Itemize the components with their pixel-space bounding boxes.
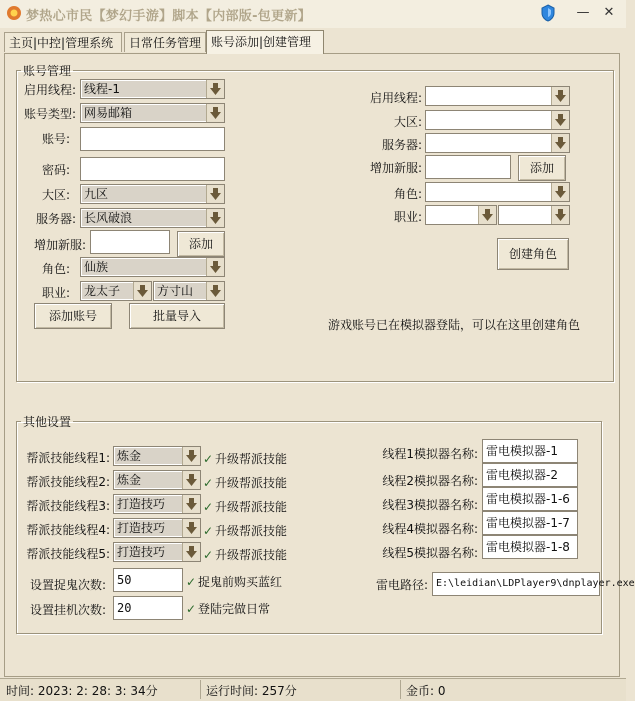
dropdown-arrow-icon[interactable] (206, 104, 224, 122)
guild-skill-select-4[interactable] (113, 518, 201, 538)
dropdown-arrow-icon[interactable] (551, 111, 569, 129)
status-gold: 金币: 0 (406, 684, 446, 698)
guild-skill-select-3[interactable] (113, 494, 201, 514)
dropdown-arrow-icon[interactable] (182, 495, 200, 513)
job-value-1: 龙太子 (82, 283, 133, 299)
right-job-select-1[interactable] (425, 205, 497, 225)
guild-skill-value-1: 炼金 (115, 448, 182, 464)
dropdown-arrow-icon[interactable] (206, 80, 224, 98)
login-hint-text: 游戏账号已在模拟器登陆，可以在这里创建角色 (328, 318, 581, 332)
dropdown-arrow-icon[interactable] (206, 185, 224, 203)
guild-skill-label-5: 帮派技能线程5: (26, 547, 110, 561)
server-value: 长风破浪 (82, 210, 206, 226)
job-label: 职业: (41, 286, 70, 300)
role-value: 仙族 (82, 259, 206, 275)
dropdown-arrow-icon[interactable] (551, 206, 569, 224)
guild-skill-value-4: 打造技巧 (115, 520, 182, 536)
guild-skill-select-2[interactable] (113, 470, 201, 490)
right-job-label: 职业: (393, 210, 422, 224)
guild-skill-label-4: 帮派技能线程4: (26, 523, 110, 537)
emulator-name-input-4[interactable]: 雷电模拟器-1-7 (482, 511, 578, 535)
daily-after-login-check[interactable] (186, 600, 270, 617)
dropdown-arrow-icon[interactable] (478, 206, 496, 224)
checkmark-icon: ✓ (203, 524, 214, 538)
hang-count-input[interactable]: 20 (113, 596, 183, 620)
guild-skill-check-label-1: 升级帮派技能 (215, 452, 288, 466)
right-region-select[interactable] (425, 110, 570, 130)
right-region-label: 大区: (393, 115, 422, 129)
guild-skill-check-2[interactable] (203, 474, 287, 491)
right-role-value (427, 184, 551, 200)
status-time: 时间: 2023: 2: 28: 3: 34分 (6, 684, 158, 698)
create-role-button[interactable]: 创建角色 (497, 238, 569, 270)
guild-skill-value-5: 打造技巧 (115, 544, 182, 560)
app-icon (6, 5, 22, 21)
account-mgmt-legend: 账号管理 (23, 64, 72, 78)
emulator-name-label-5: 线程5模拟器名称: (382, 546, 478, 560)
shield-icon[interactable] (540, 4, 556, 22)
add-server-label: 增加新服: (33, 238, 86, 252)
dropdown-arrow-icon[interactable] (206, 282, 224, 300)
guild-skill-check-label-2: 升级帮派技能 (215, 476, 288, 490)
account-type-label: 账号类型: (23, 107, 76, 121)
emulator-name-input-1[interactable]: 雷电模拟器-1 (482, 439, 578, 463)
right-server-value (427, 135, 551, 151)
region-value: 九区 (82, 186, 206, 202)
dropdown-arrow-icon[interactable] (551, 183, 569, 201)
checkmark-icon: ✓ (186, 602, 197, 616)
checkmark-icon: ✓ (203, 500, 214, 514)
guild-skill-label-2: 帮派技能线程2: (26, 475, 110, 489)
right-job-value-2 (500, 207, 551, 223)
checkmark-icon: ✓ (203, 548, 214, 562)
emulator-name-input-2[interactable]: 雷电模拟器-2 (482, 463, 578, 487)
guild-skill-check-4[interactable] (203, 522, 287, 539)
right-add-server-button[interactable]: 添加 (518, 155, 566, 181)
ghost-count-input[interactable]: 50 (113, 568, 183, 592)
guild-skill-value-3: 打造技巧 (115, 496, 182, 512)
right-thread-label: 启用线程: (369, 91, 422, 105)
account-input[interactable] (80, 127, 225, 151)
emulator-name-input-3[interactable]: 雷电模拟器-1-6 (482, 487, 578, 511)
guild-skill-select-1[interactable] (113, 446, 201, 466)
right-job-value-1 (427, 207, 478, 223)
status-bar (0, 678, 626, 701)
status-divider (400, 680, 401, 699)
dropdown-arrow-icon[interactable] (182, 471, 200, 489)
server-select[interactable] (80, 208, 225, 228)
account-type-select[interactable] (80, 103, 225, 123)
account-type-value: 网易邮箱 (82, 105, 206, 121)
dropdown-arrow-icon[interactable] (551, 134, 569, 152)
emulator-name-label-1: 线程1模拟器名称: (382, 447, 478, 461)
tab-daily-tasks[interactable]: 日常任务管理 (124, 32, 206, 52)
checkmark-icon: ✓ (203, 452, 214, 466)
account-label: 账号: (41, 132, 70, 146)
right-role-label: 角色: (393, 187, 422, 201)
thread-select-value: 线程-1 (82, 81, 206, 97)
emulator-name-label-4: 线程4模拟器名称: (382, 522, 478, 536)
right-role-select[interactable] (425, 182, 570, 202)
thread-select[interactable] (80, 79, 225, 99)
tab-account-add[interactable]: 账号添加|创建管理 (206, 30, 324, 54)
ghost-buy-check[interactable] (186, 573, 282, 590)
add-server-button[interactable]: 添加 (177, 231, 225, 257)
password-label: 密码: (41, 163, 70, 177)
right-thread-value (427, 88, 551, 104)
guild-skill-check-label-3: 升级帮派技能 (215, 500, 288, 514)
region-label: 大区: (41, 188, 70, 202)
role-select[interactable] (80, 257, 225, 277)
dropdown-arrow-icon[interactable] (206, 209, 224, 227)
right-server-select[interactable] (425, 133, 570, 153)
right-job-select-2[interactable] (498, 205, 570, 225)
dropdown-arrow-icon[interactable] (182, 447, 200, 465)
title-bar (0, 0, 626, 28)
guild-skill-check-label-5: 升级帮派技能 (215, 548, 288, 562)
emulator-name-label-3: 线程3模拟器名称: (382, 498, 478, 512)
guild-skill-check-3[interactable] (203, 498, 287, 515)
dropdown-arrow-icon[interactable] (182, 543, 200, 561)
status-divider (200, 680, 201, 699)
emulator-name-label-2: 线程2模拟器名称: (382, 474, 478, 488)
job-select-2[interactable] (153, 281, 225, 301)
thread-label: 启用线程: (23, 83, 76, 97)
right-add-server-input[interactable] (425, 155, 511, 179)
status-run-time: 运行时间: 257分 (206, 684, 297, 698)
add-server-input[interactable] (90, 230, 170, 254)
dropdown-arrow-icon[interactable] (551, 87, 569, 105)
minimize-button[interactable]: — (576, 5, 590, 20)
daily-after-login-check-label: 登陆完做日常 (198, 602, 271, 616)
ld-path-input[interactable]: E:\leidian\LDPlayer9\dnplayer.exe (432, 572, 600, 596)
guild-skill-check-5[interactable] (203, 546, 287, 563)
ghost-buy-check-label: 捉鬼前购买蓝红 (198, 575, 283, 589)
batch-import-button[interactable]: 批量导入 (129, 303, 225, 329)
tab-home[interactable]: 主页|中控|管理系统 (4, 32, 122, 52)
password-input[interactable] (80, 157, 225, 181)
dropdown-arrow-icon[interactable] (206, 258, 224, 276)
guild-skill-check-label-4: 升级帮派技能 (215, 524, 288, 538)
job-select-1[interactable] (80, 281, 152, 301)
hang-count-label: 设置挂机次数: (29, 603, 106, 617)
ld-path-label: 雷电路径: (375, 578, 428, 592)
add-account-button[interactable]: 添加账号 (34, 303, 112, 329)
right-thread-select[interactable] (425, 86, 570, 106)
right-add-server-label: 增加新服: (369, 161, 422, 175)
close-button[interactable]: ✕ (603, 5, 615, 20)
region-select[interactable] (80, 184, 225, 204)
dropdown-arrow-icon[interactable] (133, 282, 151, 300)
window-title: 梦热心市民【梦幻手游】脚本【内部版-包更新】 (26, 9, 311, 24)
other-settings-legend: 其他设置 (23, 415, 72, 429)
guild-skill-select-5[interactable] (113, 542, 201, 562)
dropdown-arrow-icon[interactable] (182, 519, 200, 537)
server-label: 服务器: (35, 212, 76, 226)
right-region-value (427, 112, 551, 128)
job-value-2: 方寸山 (155, 283, 206, 299)
right-server-label: 服务器: (381, 138, 422, 152)
checkmark-icon: ✓ (186, 575, 197, 589)
guild-skill-label-1: 帮派技能线程1: (26, 451, 110, 465)
guild-skill-label-3: 帮派技能线程3: (26, 499, 110, 513)
role-label: 角色: (41, 262, 70, 276)
ghost-count-label: 设置捉鬼次数: (29, 578, 106, 592)
checkmark-icon: ✓ (203, 476, 214, 490)
emulator-name-input-5[interactable]: 雷电模拟器-1-8 (482, 535, 578, 559)
guild-skill-value-2: 炼金 (115, 472, 182, 488)
guild-skill-check-1[interactable] (203, 450, 287, 467)
